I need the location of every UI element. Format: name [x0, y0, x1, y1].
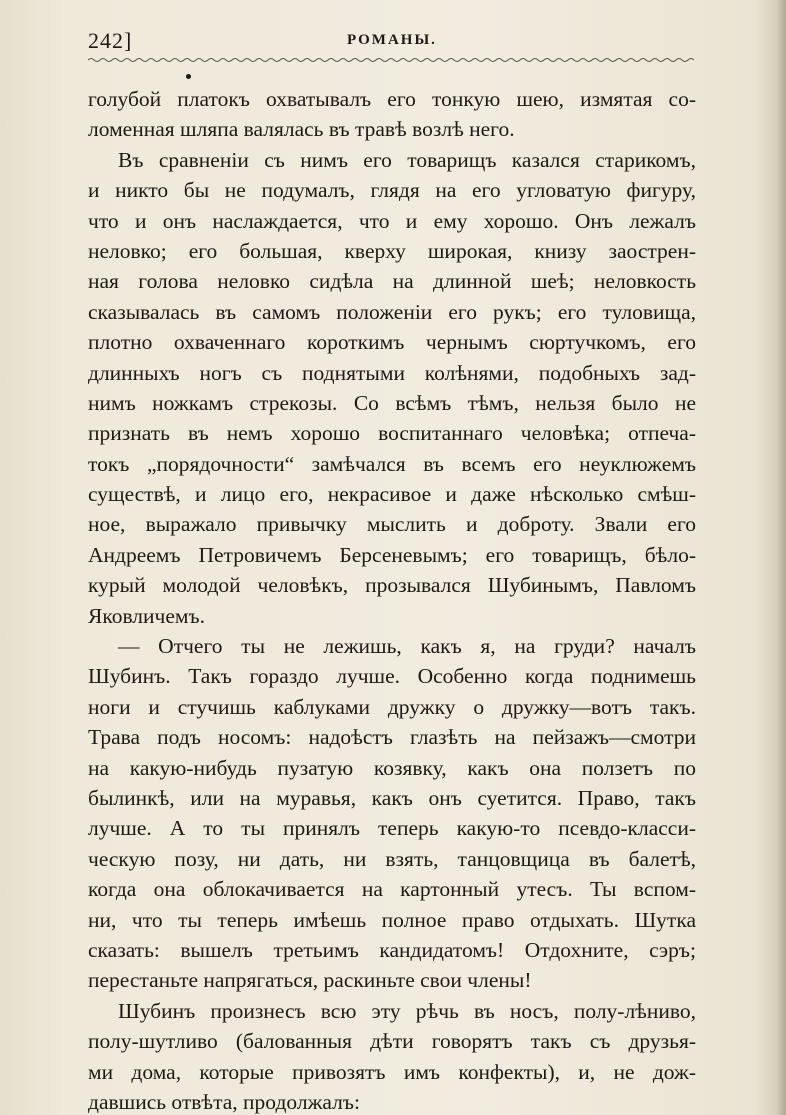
text-line: ноги и стучишь каблуками дружку о дружку—вотъ такъ. — [88, 694, 696, 719]
body-text — [88, 84, 696, 1115]
text-line: лучше. А то ты принялъ теперь какую-то псевдо-класси- — [88, 816, 696, 841]
page-header — [88, 28, 696, 56]
text-line: сказывалась въ самомъ положеніи его рукъ; его туловища, — [88, 299, 696, 324]
text-line: признать въ немъ хорошо воспитаннаго человѣка; отпеча- — [88, 421, 696, 446]
text-line: голубой платокъ охватывалъ его тонкую шею, измятая со- — [88, 87, 696, 111]
header-ornamental-rule — [88, 56, 696, 64]
text-line: плотно охваченнаго короткимъ чернымъ сюртучкомъ, его — [88, 330, 696, 355]
text-line: и никто бы не подумалъ, глядя на его угловатую фигуру, — [88, 178, 696, 203]
text-line: Шубинъ. Такъ гораздо лучше. Особенно когда поднимешь — [88, 664, 696, 689]
text-line: существѣ, и лицо его, некрасивое и даже нѣсколько смѣш- — [88, 482, 696, 507]
text-line: — Отчего ты не лежишь, какъ я, на груди? началъ — [118, 634, 696, 659]
text-line: ломенная шляпа валялась въ травѣ возлѣ него. — [88, 117, 515, 142]
text-line: курый молодой человѣкъ, прозывался Шубинымъ, Павломъ — [88, 573, 696, 598]
text-line: сказать: вышелъ третьимъ кандидатомъ! Отдохните, сэръ; — [88, 937, 696, 962]
text-line: ная голова неловко сидѣла на длинной шеѣ; неловкость — [88, 269, 696, 294]
text-line: что и онъ наслаждается, что и ему хорошо. Онъ лежалъ — [88, 208, 696, 233]
text-line: ни, что ты теперь имѣешь полное право отдыхать. Шутка — [88, 907, 696, 932]
text-line: ческую позу, ни дать, ни взять, танцовщица въ балетѣ, — [88, 846, 696, 871]
text-line: когда она облокачивается на картонный утесъ. Ты вспом- — [88, 877, 696, 902]
text-line: Андреемъ Петровичемъ Берсеневымъ; его товарищъ, бѣло- — [88, 542, 696, 567]
text-line: неловко; его большая, кверху широкая, книзу заострен- — [88, 238, 696, 263]
ink-dot — [186, 74, 191, 79]
text-line: ми дома, которые привозятъ имъ конфекты), и, не дож- — [88, 1059, 696, 1084]
text-line: давшись отвѣта, продолжалъ: — [88, 1089, 360, 1114]
text-line: на какую-нибудь пузатую козявку, какъ она ползетъ по — [88, 755, 696, 780]
text-line: Яковличемъ. — [88, 603, 206, 628]
running-title: РОМАНЫ. — [347, 32, 437, 48]
text-line: нимъ ножкамъ стрекозы. Со всѣмъ тѣмъ, нельзя было не — [88, 390, 696, 415]
text-line: токъ „порядочности“ замѣчался въ всемъ его неуклюжемъ — [88, 451, 696, 476]
text-line: полу-шутливо (балованныя дѣти говорятъ такъ съ друзья- — [88, 1029, 696, 1054]
text-line: длинныхъ ногъ съ поднятыми колѣнями, подобныхъ зад- — [88, 360, 696, 385]
page-edge-shadow — [776, 0, 786, 1115]
text-line: Въ сравненіи съ нимъ его товарищъ казался старикомъ, — [118, 147, 696, 172]
text-line: былинкѣ, или на муравья, какъ онъ суетится. Право, такъ — [88, 785, 696, 810]
text-line: Трава подъ носомъ: надоѣстъ глазѣть на пейзажъ—смотри — [88, 725, 696, 750]
page-number: 242] — [88, 28, 133, 53]
text-line: ное, выражало привычку мыслить и доброту. Звали его — [88, 512, 696, 537]
text-line: Шубинъ произнесъ всю эту рѣчь въ носъ, полу-лѣниво, — [118, 998, 696, 1023]
text-line: перестаньте напрягаться, раскиньте свои члены! — [88, 968, 532, 993]
